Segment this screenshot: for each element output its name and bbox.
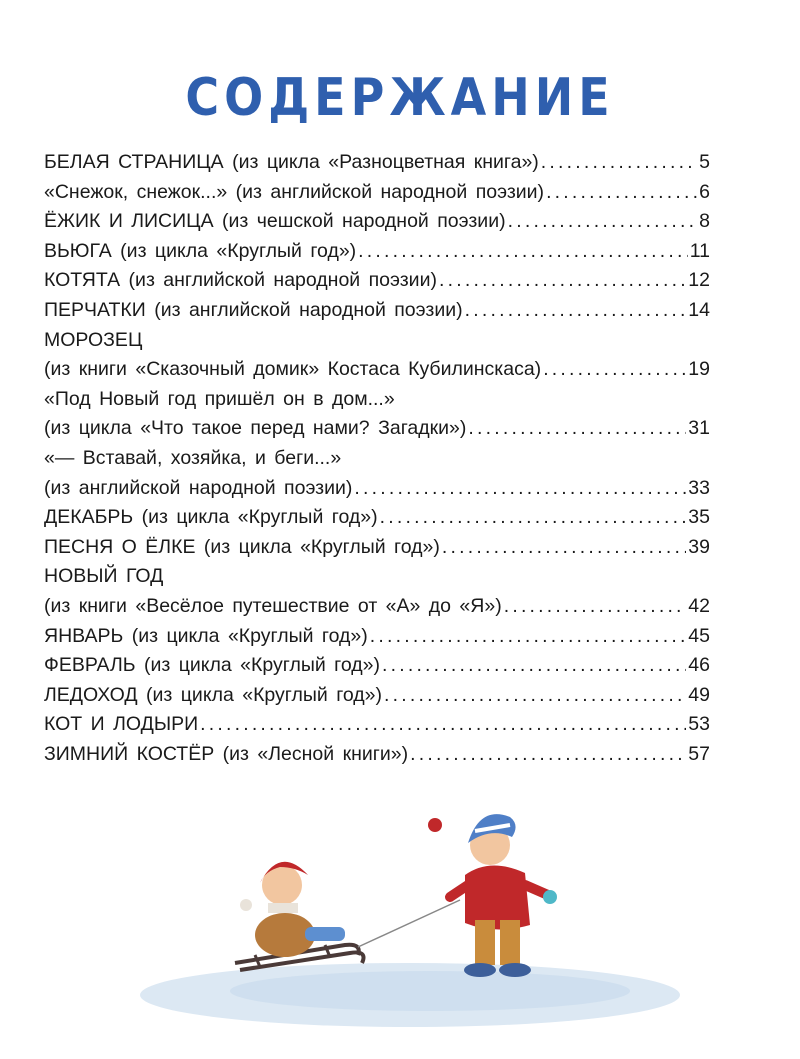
toc-entry xyxy=(44,592,710,622)
toc-entry xyxy=(44,622,710,652)
toc-entry xyxy=(44,681,710,711)
toc-entry-title: КОТ И ЛОДЫРИ xyxy=(44,713,199,736)
toc-entry xyxy=(44,533,710,563)
toc-page-number: 12 xyxy=(688,269,710,292)
toc-entry-title: ДЕКАБРЬ (из цикла «Круглый год») xyxy=(44,506,378,529)
toc-entry xyxy=(44,355,710,385)
toc-entry xyxy=(44,740,710,770)
toc-entry-title: (из цикла «Что такое перед нами? Загадки») xyxy=(44,417,467,440)
toc-entry-title: (из книги «Весёлое путешествие от «А» до «Я») xyxy=(44,594,502,617)
toc-page-number: 46 xyxy=(688,654,710,677)
toc-entry-title: БЕЛАЯ СТРАНИЦА (из цикла «Разноцветная книга») xyxy=(44,151,539,173)
toc-entry-title: НОВЫЙ ГОД xyxy=(44,565,164,588)
toc-entry-title: «Снежок, снежок...» (из английской народной поэзии) xyxy=(44,180,545,203)
toc-leader-dots xyxy=(465,296,687,326)
toc-page-number: 39 xyxy=(688,535,710,558)
toc-leader-dots xyxy=(382,651,686,681)
toc-page-number: 45 xyxy=(688,624,710,647)
toc-page-number: 19 xyxy=(688,358,710,381)
toc-page-number: 11 xyxy=(689,239,710,262)
toc-entry xyxy=(44,562,710,592)
toc-entry-title: ВЬЮГА (из цикла «Круглый год») xyxy=(44,239,357,262)
page-title: СОДЕРЖАНИЕ xyxy=(185,66,615,128)
toc-entry xyxy=(44,266,710,296)
toc-entry xyxy=(44,326,710,356)
table-of-contents xyxy=(44,148,710,769)
toc-entry xyxy=(44,503,710,533)
toc-leader-dots xyxy=(370,622,687,652)
toc-entry xyxy=(44,237,710,267)
toc-page-number: 31 xyxy=(688,417,710,440)
toc-page-number: 35 xyxy=(688,506,710,529)
toc-page-number: 49 xyxy=(688,683,710,706)
toc-entry-title: КОТЯТА (из английской народной поэзии) xyxy=(44,269,437,292)
toc-leader-dots xyxy=(410,740,686,770)
toc-leader-dots xyxy=(504,592,687,622)
toc-leader-dots xyxy=(546,178,697,208)
toc-entry-title: ЛЕДОХОД (из цикла «Круглый год») xyxy=(44,683,383,706)
toc-page-number: 8 xyxy=(699,210,710,233)
toc-entry xyxy=(44,207,710,237)
toc-entry-title: ФЕВРАЛЬ (из цикла «Круглый год») xyxy=(44,654,380,677)
toc-page-number: 5 xyxy=(699,151,710,173)
toc-leader-dots xyxy=(442,533,686,563)
toc-entry-title: ЁЖИК И ЛИСИЦА (из чешской народной поэзии) xyxy=(44,210,506,233)
toc-leader-dots xyxy=(468,414,686,444)
toc-entry xyxy=(44,444,710,474)
toc-entry-title: ЗИМНИЙ КОСТЁР (из «Лесной книги») xyxy=(44,742,409,765)
children-sled-illustration xyxy=(130,795,690,1035)
toc-leader-dots xyxy=(384,681,686,711)
toc-leader-dots xyxy=(380,503,687,533)
toc-leader-dots xyxy=(358,237,688,267)
toc-entry xyxy=(44,710,710,740)
toc-entry xyxy=(44,474,710,504)
toc-leader-dots xyxy=(200,710,686,740)
toc-entry xyxy=(44,296,710,326)
toc-entry-title: ЯНВАРЬ (из цикла «Круглый год») xyxy=(44,624,368,647)
toc-page-number: 33 xyxy=(688,476,710,499)
toc-entry xyxy=(44,385,710,415)
toc-leader-dots xyxy=(439,266,686,296)
toc-page-number: 14 xyxy=(688,298,710,321)
toc-entry xyxy=(44,651,710,681)
toc-leader-dots xyxy=(508,207,698,237)
toc-entry-title: ПЕСНЯ О ЁЛКЕ (из цикла «Круглый год») xyxy=(44,535,440,558)
toc-entry-title: «Под Новый год пришёл он в дом...» xyxy=(44,387,395,410)
toc-entry xyxy=(44,148,710,178)
toc-entry-title: (из английской народной поэзии) xyxy=(44,476,353,499)
toc-entry-title: «— Вставай, хозяйка, и беги...» xyxy=(44,446,342,469)
toc-leader-dots xyxy=(354,474,686,504)
toc-entry-title: ПЕРЧАТКИ (из английской народной поэзии) xyxy=(44,298,463,321)
toc-leader-dots xyxy=(543,355,686,385)
toc-entry xyxy=(44,414,710,444)
toc-entry xyxy=(44,178,710,208)
toc-page-number: 53 xyxy=(688,713,710,736)
toc-page-number: 57 xyxy=(688,742,710,765)
toc-entry-title: (из книги «Сказочный домик» Костаса Кубилинскаса) xyxy=(44,358,542,381)
toc-entry-title: МОРОЗЕЦ xyxy=(44,328,143,351)
toc-page-number: 6 xyxy=(699,180,710,203)
toc-leader-dots xyxy=(541,148,697,178)
toc-page-number: 42 xyxy=(688,594,710,617)
